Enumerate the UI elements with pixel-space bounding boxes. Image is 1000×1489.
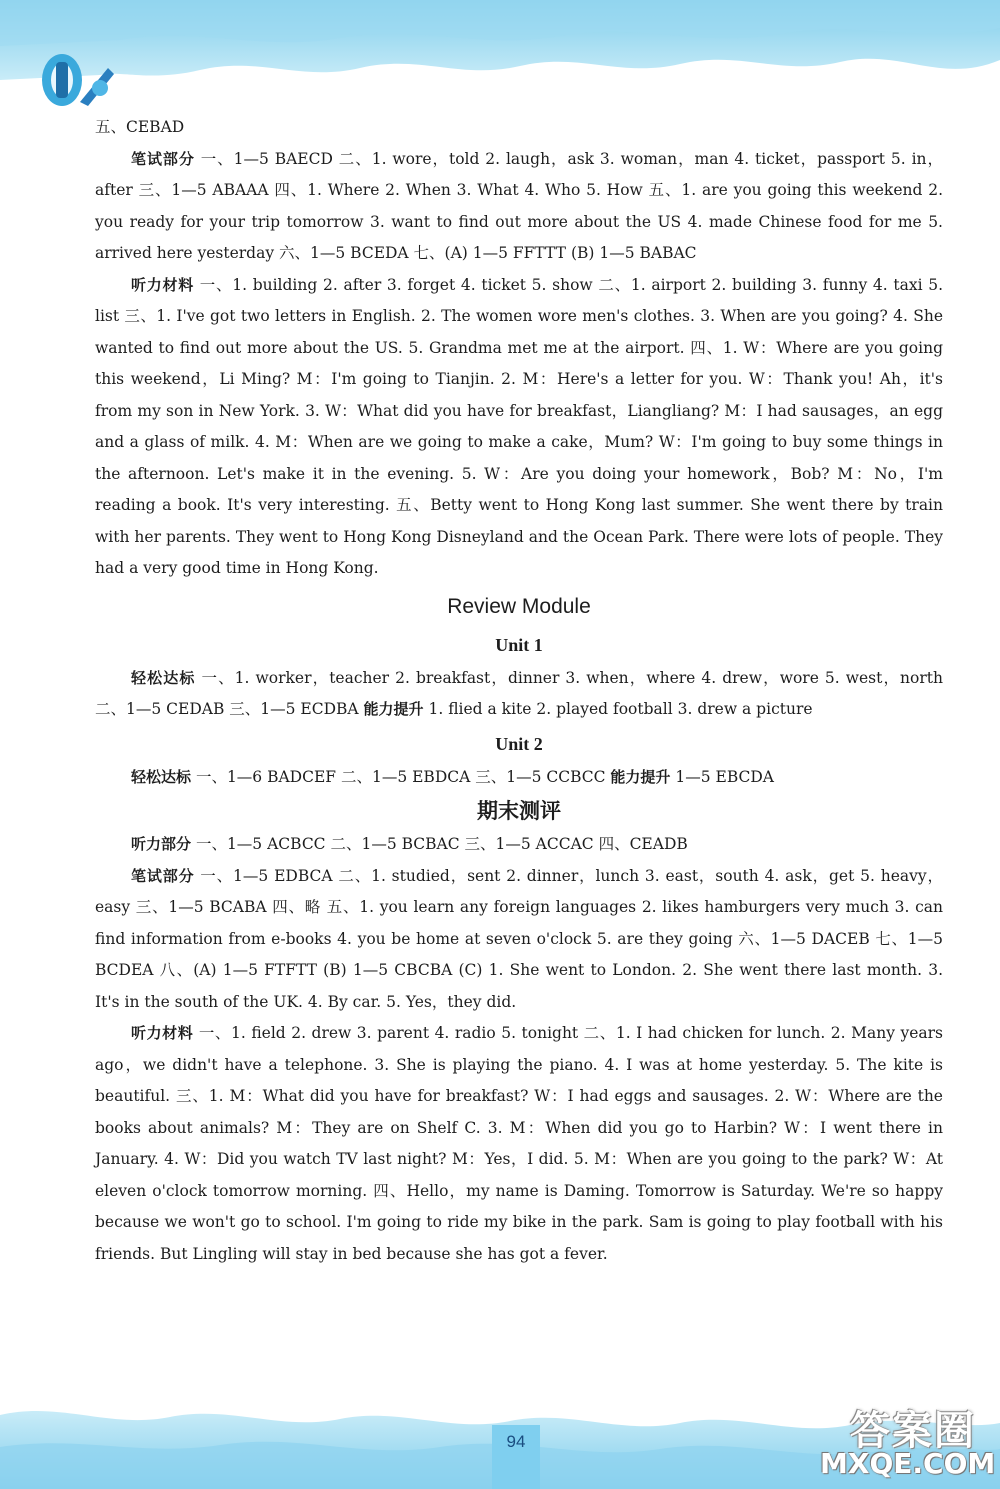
paragraph-text: 一、1—5 EDBCA 二、1. studied，sent 2. dinner，lunch 3. east，south 4. ask，get 5. heavy，easy 三、1—5 BCABA 四、略 五、1. you learn any foreign languages 2. likes hamburgers very much 3. can find information from e-books 4. you be home at seven o'clock 5. are they going 六、1—5 DACEB 七、1—5 BCDEA 八、(A) 1—5 FTFTT (B) 1—5 CBCBA (C) 1. She went to London. 2. She went there last month. 3. It's in the south of the UK. 4. By car. 5. Yes，they did. — [95, 866, 943, 1011]
unit1-paragraph — [95, 663, 943, 726]
final-listening-paragraph — [95, 829, 943, 861]
answer-line: 五、CEBAD — [95, 118, 185, 136]
watermark-bottom-text: MXQE.COM — [820, 1447, 996, 1480]
brand-logo-icon — [38, 42, 118, 112]
header-wave-band — [0, 0, 1000, 110]
paragraph-text: 一、1—5 BAECD 二、1. wore，told 2. laugh，ask 3. woman，man 4. ticket，passport 5. in，after 三、1—5 ABAAA 四、1. Where 2. When 3. What 4. Who 5. How 五、1. are you going this weekend 2. you ready for your trip tomorrow 3. want to find out more about the US 4. made Chinese food for me 5. arrived here yesterday 六、1—5 BCEDA 七、(A) 1—5 FFTTT (B) 1—5 BABAC — [95, 149, 943, 262]
paragraph-text: 一、1—6 BADCEF 二、1—5 EBDCA 三、1—5 CCBCC — [191, 767, 611, 786]
section-label: 笔试部分 — [131, 866, 195, 885]
answer-key-content — [95, 112, 943, 1270]
final-test-title: 期末测评 — [477, 799, 561, 823]
section-label: 笔试部分 — [131, 149, 195, 168]
paragraph-text: 1—5 EBCDA — [670, 767, 774, 786]
section-label: 能力提升 — [610, 767, 671, 786]
section-label: 能力提升 — [363, 700, 424, 718]
final-listening-material-paragraph — [95, 1018, 943, 1270]
paragraph-text: 一、1. worker，teacher 2. breakfast，dinner 3. when，where 4. drew，wore 5. west，north 二、1—5 CEDAB 三、1—5 ECDBA — [95, 668, 943, 718]
written-section-paragraph — [95, 144, 943, 270]
unit2-paragraph — [95, 762, 943, 794]
unit-title: Unit 1 — [495, 634, 543, 655]
module-title: Review Module — [447, 594, 591, 618]
unit-title: Unit 2 — [495, 733, 543, 754]
paragraph-text: 一、1. field 2. drew 3. parent 4. radio 5. tonight 二、1. I had chicken for lunch. 2. Many years ago，we didn't have a telephone. 3. She is playing the piano. 4. I was at home yesterday. 5. The kite is beautiful. 三、1. M：What did you have for breakfast? W：I had eggs and sausages. 2. W：Where are the books about animals? M：They are on Shelf C. 3. M：When did you go to Harbin? W：I went there in January. 4. W：Did you watch TV last night? M：Yes，I did. 5. M：When are you going to the park? W：At eleven o'clock tomorrow morning. 四、Hello，my name is Daming. Tomorrow is Saturday. We're so happy because we won't go to school. I'm going to ride my bike in the park. Sam is going to play football with his friends. But Lingling will stay in bed because she has got a fever. — [95, 1024, 943, 1263]
section-label: 听力部分 — [131, 835, 192, 853]
paragraph-text: 一、1. building 2. after 3. forget 4. ticket 5. show 二、1. airport 2. building 3. funny 4. taxi 5. list 三、1. I've got two letters in English. 2. The women wore men's clothes. 3. When are you going? 4. She wanted to find out more about the US. 5. Grandma met me at the airport. 四、1. W：Where are you going this weekend，Li Ming? M：I'm going to Tianjin. 2. M：Here's a letter for you. W：Thank you! Ah，it's from my son in New York. 3. W：What did you have for breakfast，Liangliang? M：I had sausages，an egg and a glass of milk. 4. M：When are we going to make a cake，Mum? W：I'm going to buy some things in the afternoon. Let's make it in the evening. 5. W：Are you doing your homework，Bob? M：No，I'm reading a book. It's very interesting. 五、Betty went to Hong Kong last summer. She went there by train with her parents. They went to Hong Kong Disneyland and the Ocean Park. There were lots of people. They had a very good time in Hong Kong. — [95, 275, 943, 577]
section-label: 轻松达标 — [131, 668, 196, 687]
section-label: 轻松达标 — [131, 767, 192, 786]
watermark-top-text: 答案圈 — [850, 1408, 976, 1454]
listening-material-paragraph — [95, 270, 943, 585]
site-watermark-logo — [820, 1395, 1000, 1489]
final-written-paragraph — [95, 861, 943, 1019]
section-label: 听力材料 — [131, 1024, 194, 1042]
section-label: 听力材料 — [131, 275, 195, 294]
paragraph-text: 一、1—5 ACBCC 二、1—5 BCBAC 三、1—5 ACCAC 四、CEADB — [191, 835, 688, 853]
paragraph-text: 1. flied a kite 2. played football 3. drew a picture — [423, 700, 813, 718]
page-number: 94 — [506, 1432, 526, 1451]
